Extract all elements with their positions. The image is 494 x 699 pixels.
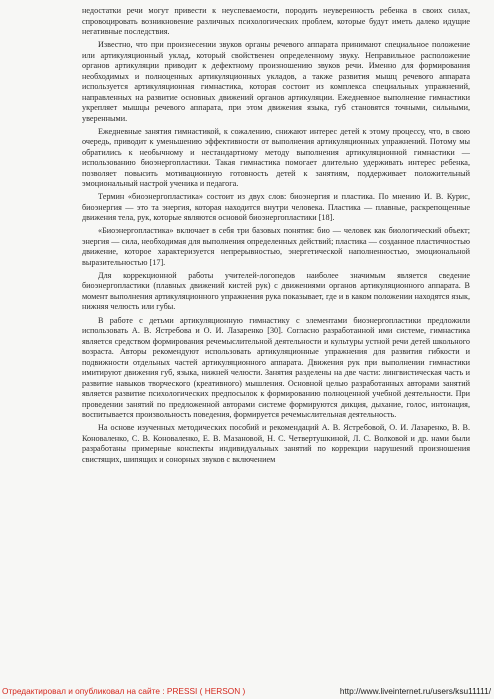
paragraph-6: Для коррекционной работы учителей-логопедов наиболее значимым является сведение биоэнергопластики (плавных движений кистей рук) с движениями органов артикуляционного аппарата. В момент выполнения артикуляционного упражнения рука показывает, где и в каком положении находятся язык, нижняя челюсть или губы. (82, 270, 470, 312)
paragraph-2: Известно, что при произнесении звуков органы речевого аппарата принимают специальное положение или артикуляционный уклад, который свойственен определенному звуку. Неправильное расположение органов артикуляции приводит к дефектному произношению звуков речи. Именно для формирования необходимых и полноценных артикуляционных укладов, а также развития мышц речевого аппарата используется артикуляционная гимнастика, которая состоит из комплекса специальных упражнений, направленных на развитие основных движений органов артикуляции. Ежедневное выполнение гимнастики укрепляет мышцы речевого аппарата, при этом движения языка, губ становятся точными, сильными, уверенными. (82, 40, 470, 123)
paragraph-3: Ежедневные занятия гимнастикой, к сожалению, снижают интерес детей к этому процессу, что, в свою очередь, приводит к уменьшению эффективности от выполнения артикуляционных упражнений. Потому мы обратились к необычному и нестандартному методу выполнения артикуляционной гимнастики — использованию биоэнергопластики. Такая гимнастика помогает длительно удерживать интерес ребенка, позволяет повысить мотивационную готовность детей к занятиям, поддерживает положительный эмоциональный настрой ученика и педагога. (82, 126, 470, 189)
paragraph-8: На основе изученных методических пособий и рекомендаций А. В. Ястребовой, О. И. Лазаренко, В. В. Коноваленко, С. В. Коноваленко, Е. В. Мазановой, Н. С. Четвертушкиной, Л. С. Волковой и др. нами были разработаны примерные конспекты индивидуальных занятий по коррекции нарушений произношения свистящих, шипящих и сонорных звуков с включением (82, 423, 470, 464)
footer-bar (0, 685, 494, 697)
source-url[interactable]: http://www.liveinternet.ru/users/ksu11111/ (339, 686, 491, 696)
publisher-credit: Отредактировал и опубликовал на сайте : PRESSI ( HERSON ) (2, 686, 246, 696)
paragraph-7: В работе с детьми артикуляционную гимнастику с элементами биоэнергопластики предложили использовать А. В. Ястребова и О. И. Лазаренко [30]. Согласно разработанной ими системе, гимнастика является средством формирования речемыслительной деятельности и культуры устной речи детей школьного возраста. Авторы рекомендуют использовать артикуляционные упражнения для развития гибкости и подвижности отдельных частей артикуляционного аппарата. Движения рук при выполнении гимнастики имитируют движения губ, языка, нижней челюсти. Занятия разделены на две части: лингвистическая часть и развитие навыков творческого (креативного) мышления. Основной целью разработанных авторами занятий является развитие психологических предпосылок к формированию полноценной учебной деятельности. При проведении занятий по предложенной авторами системе формируются дикция, дыхание, голос, интонация, воспитывается произвольность поведения, формируется речемыслительная деятельность. (82, 315, 470, 420)
paragraph-1: недостатки речи могут привести к неуспеваемости, породить неуверенность ребенка в своих силах, спровоцировать возникновение различных психологических проблем, которые будут иметь далеко идущие негативные последствия. (82, 6, 470, 36)
document-body (82, 6, 470, 465)
paragraph-5: «Биоэнергопластика» включает в себя три базовых понятия: био — человек как биологический объект; энергия — сила, необходимая для выполнения определенных действий; пластика — созданное пластичностью движение, которое характеризуется непрерывностью, энергетической наполненностью, эмоциональной выразительностью [17]. (82, 226, 470, 267)
paragraph-4: Термин «биоэнергопластика» состоит из двух слов: биоэнергия и пластика. По мнению И. В. Курис, биоэнергия — это та энергия, которая находится внутри человека. Пластика — плавные, раскрепощенные движения тела, рук, которые являются основой биоэнергопластики [18]. (82, 192, 470, 223)
